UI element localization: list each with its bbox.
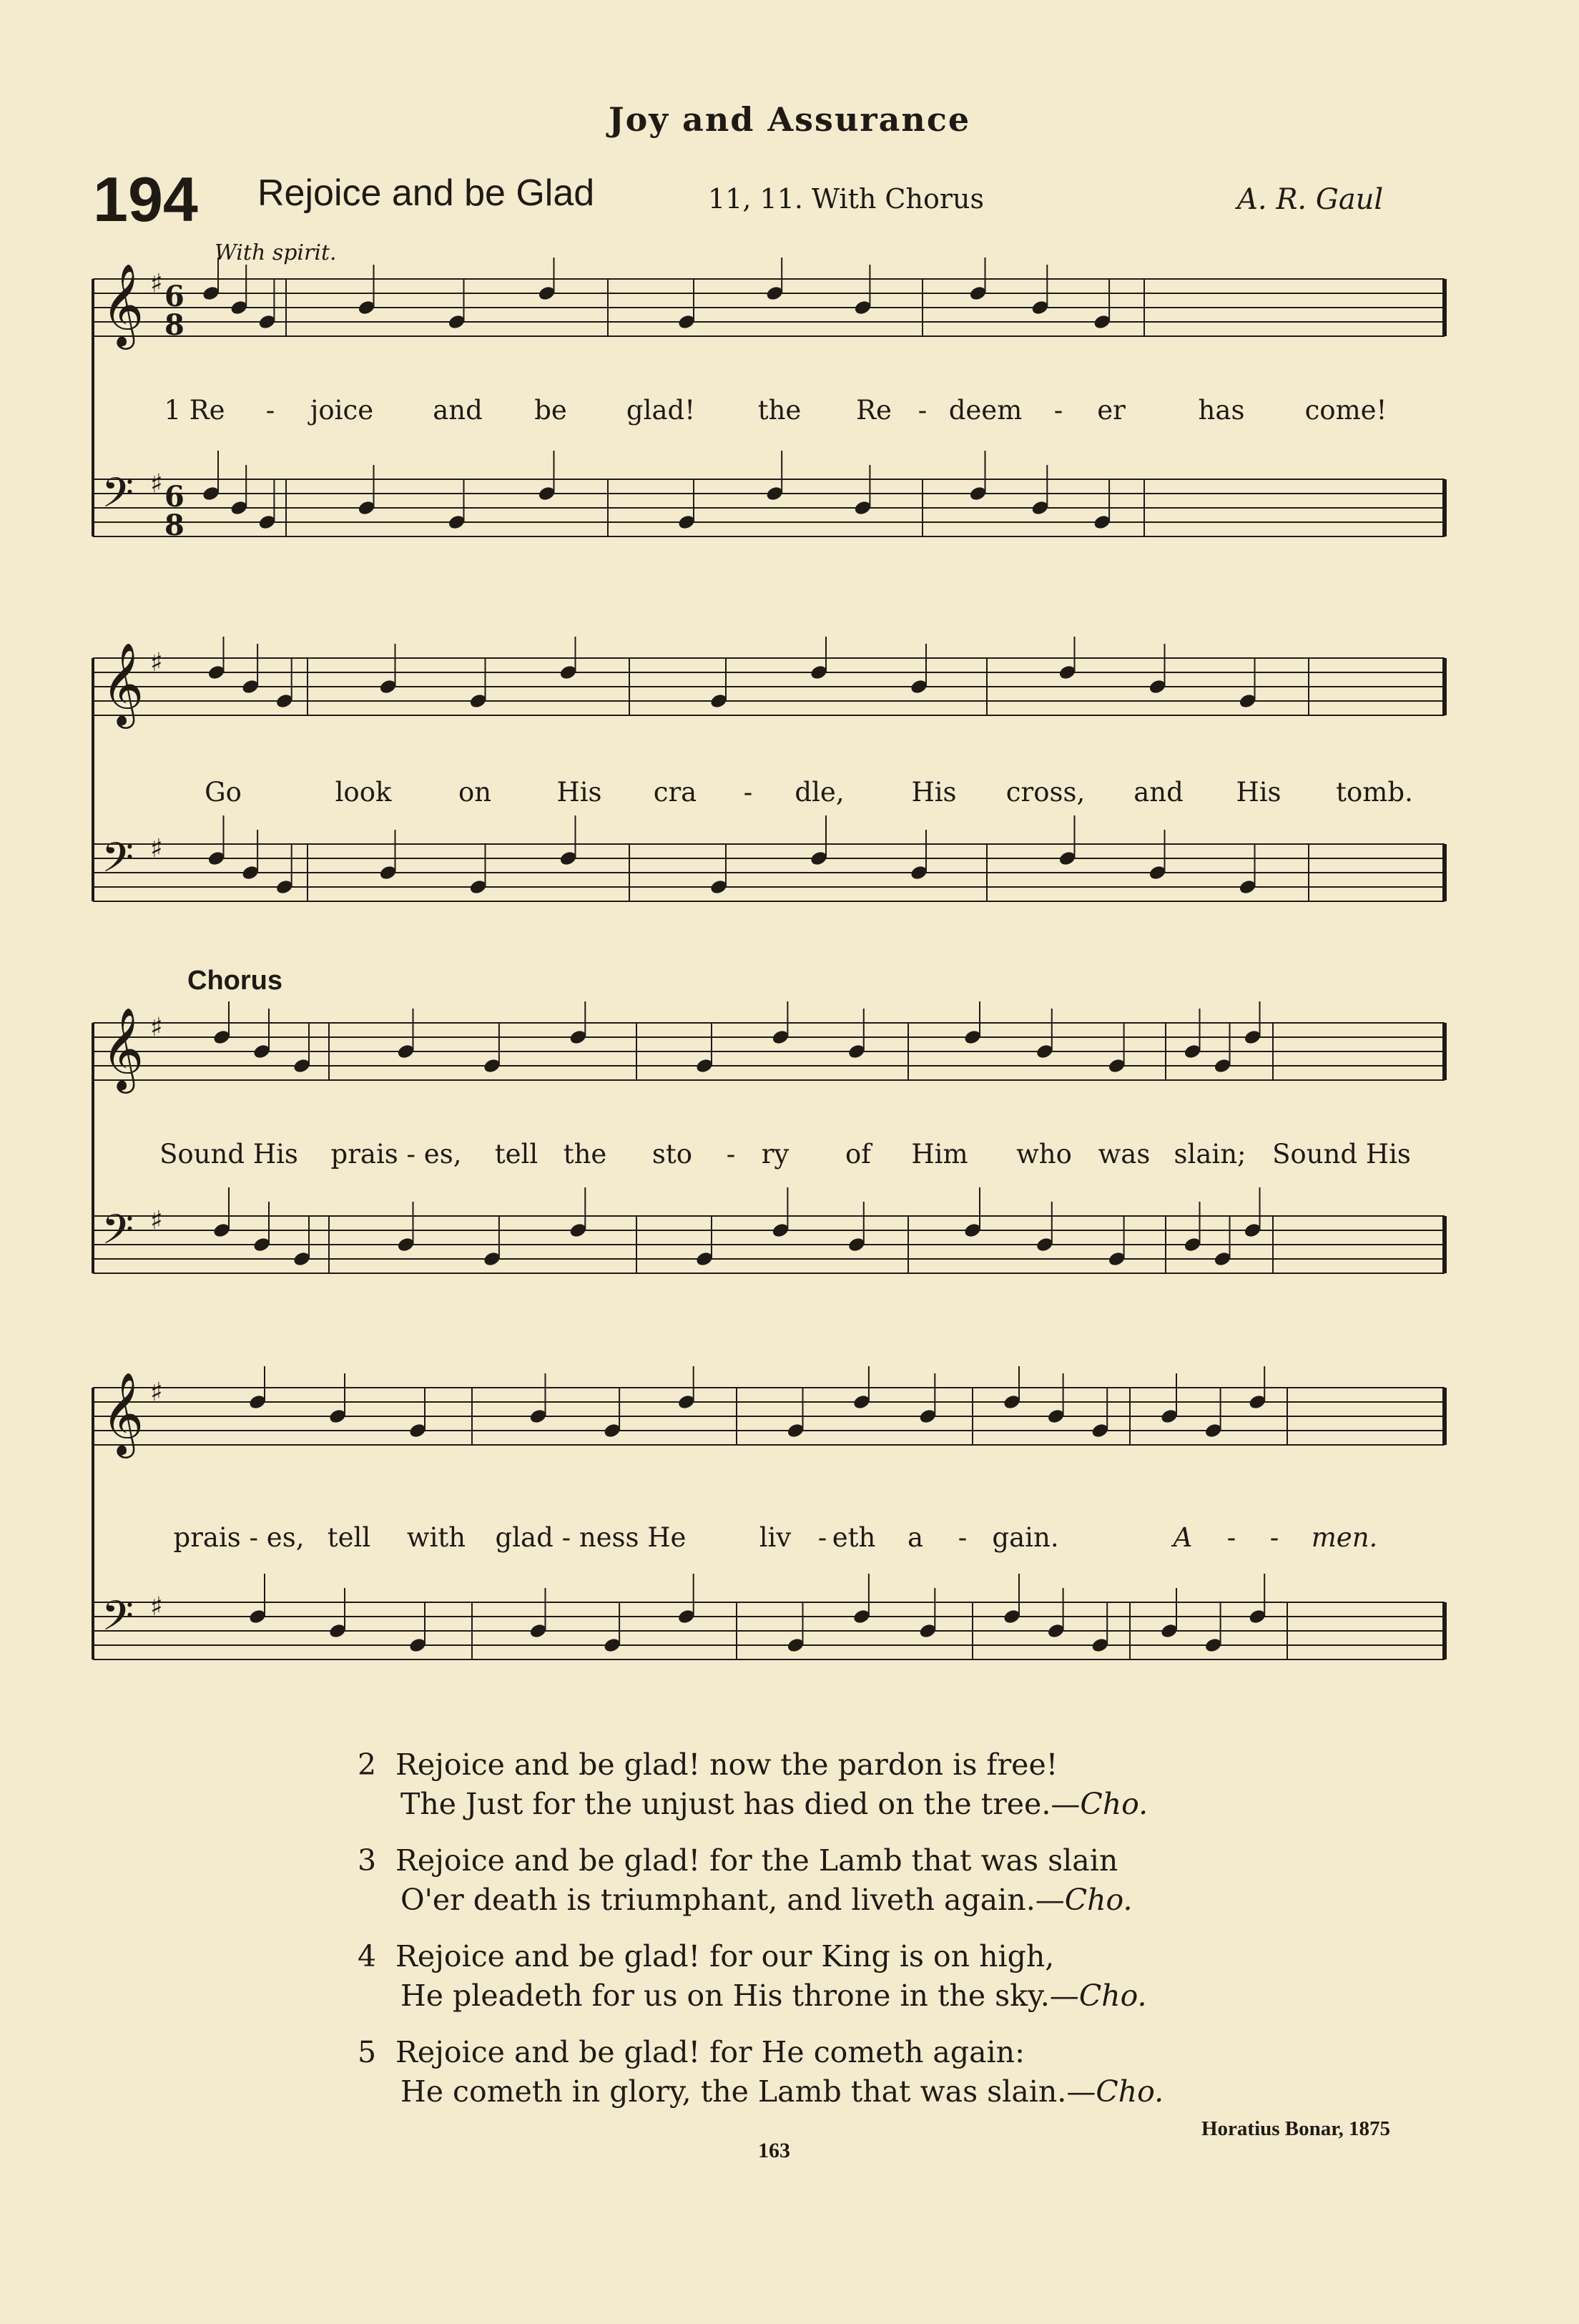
syllable: liv [759, 1522, 792, 1553]
bass-clef-icon: 𝄢 [102, 1592, 134, 1650]
syllable: - [265, 395, 275, 426]
syllable: prais - es, [330, 1139, 462, 1170]
syllable: A [1173, 1522, 1193, 1553]
syllable: has [1198, 395, 1245, 426]
key-sharp-icon: ♯ [150, 1378, 163, 1407]
syllable: gain. [992, 1522, 1059, 1553]
verse-line: Rejoice and be glad! for our King is on high, [395, 1939, 1055, 1974]
verses [358, 1745, 1287, 2129]
bass-clef-icon: 𝄢 [102, 1205, 134, 1264]
lyric-line-4 [0, 1522, 1579, 1558]
syllable: - [1053, 395, 1063, 426]
chorus-ref: Cho. [1078, 1979, 1147, 2013]
syllable: Re [856, 395, 892, 426]
time-signature-icon: 6 [164, 480, 185, 514]
verse-line: O'er death is triumphant, and liveth again.— [400, 1883, 1065, 1917]
bass-clef-icon: 𝄢 [102, 469, 134, 527]
bass-clef-icon: 𝄢 [102, 833, 134, 892]
hymn-meter: 11, 11. With Chorus [708, 183, 984, 215]
syllable: cra [653, 777, 697, 808]
key-sharp-icon: ♯ [150, 648, 163, 677]
syllable: - [958, 1522, 968, 1553]
syllable: glad! [626, 395, 696, 426]
syllable: tell [327, 1522, 371, 1553]
syllable: glad - ness He [495, 1522, 687, 1553]
verse-number: 5 [358, 2035, 377, 2069]
verse-line: Rejoice and be glad! for the Lamb that was slain [395, 1843, 1118, 1878]
syllable: Him [911, 1139, 968, 1170]
hymn-number: 194 [93, 164, 198, 235]
hymn-title: Rejoice and be Glad [257, 172, 595, 214]
syllable: of [845, 1139, 871, 1170]
syllable: dle, [795, 777, 845, 808]
syllable: deem [948, 395, 1023, 426]
key-sharp-icon: ♯ [150, 1592, 163, 1622]
verse-line: Rejoice and be glad! for He cometh again: [395, 2035, 1025, 2069]
syllable: eth [832, 1522, 876, 1553]
syllable: was [1098, 1139, 1151, 1170]
chorus-ref: Cho. [1096, 2074, 1164, 2109]
syllable: er [1097, 395, 1126, 426]
verse-number: 4 [358, 1939, 377, 1974]
syllable: Sound His [159, 1139, 298, 1170]
syllable: slain; [1174, 1139, 1246, 1170]
syllable: His [1236, 777, 1282, 808]
syllable: - [1269, 1522, 1279, 1553]
syllable: and [433, 395, 483, 426]
lyric-line-1 [0, 395, 1579, 431]
verse-number: 3 [358, 1843, 377, 1878]
syllable: and [1133, 777, 1184, 808]
syllable: 1 Re [164, 395, 225, 426]
time-signature-icon: 6 [164, 280, 185, 313]
syllable: be [534, 395, 567, 426]
syllable: on [458, 777, 492, 808]
section-title: Joy and Assurance [608, 100, 971, 139]
key-sharp-icon: ♯ [150, 1206, 163, 1235]
page-number: 163 [758, 2139, 790, 2162]
syllable: the [563, 1139, 607, 1170]
syllable: - [1226, 1522, 1236, 1553]
syllable: - [726, 1139, 736, 1170]
syllable: come! [1304, 395, 1387, 426]
lyric-line-2 [0, 777, 1579, 813]
tempo-marking: With spirit. [215, 240, 337, 265]
syllable: men. [1311, 1522, 1378, 1553]
treble-clef-icon: 𝄞 [102, 1006, 144, 1090]
key-sharp-icon: ♯ [150, 469, 163, 499]
verse-2 [358, 1745, 1287, 1824]
syllable: - [817, 1522, 827, 1553]
lyricist-credit: Horatius Bonar, 1875 [1201, 2117, 1390, 2140]
verse-3 [358, 1841, 1287, 1920]
lyric-line-3 [0, 1139, 1579, 1175]
time-signature-icon: 8 [164, 308, 185, 342]
treble-clef-icon: 𝄞 [102, 1371, 144, 1455]
syllable: prais - es, [173, 1522, 305, 1553]
syllable: cross, [1005, 777, 1086, 808]
syllable: with [406, 1522, 466, 1553]
key-sharp-icon: ♯ [150, 269, 163, 298]
syllable: look [335, 777, 392, 808]
chorus-ref: Cho. [1064, 1883, 1133, 1917]
verse-line: Rejoice and be glad! now the pardon is free! [395, 1747, 1058, 1782]
syllable: His [556, 777, 602, 808]
syllable: the [757, 395, 802, 426]
syllable: tell [494, 1139, 538, 1170]
key-sharp-icon: ♯ [150, 834, 163, 863]
syllable: Go [205, 777, 242, 808]
syllable: - [918, 395, 928, 426]
verse-line: The Just for the unjust has died on the tree.— [400, 1787, 1081, 1821]
chorus-label: Chorus [187, 966, 282, 996]
verse-number: 2 [358, 1747, 377, 1782]
treble-clef-icon: 𝄞 [102, 263, 144, 346]
verse-line: He cometh in glory, the Lamb that was slain.— [400, 2074, 1096, 2109]
verse-5 [358, 2033, 1287, 2112]
syllable: Sound His [1272, 1139, 1411, 1170]
hymn-composer: A. R. Gaul [1237, 183, 1384, 216]
syllable: ry [761, 1139, 790, 1170]
verse-4 [358, 1937, 1287, 2016]
treble-clef-icon: 𝄞 [102, 642, 144, 725]
syllable: a [907, 1522, 924, 1553]
syllable: - [743, 777, 753, 808]
verse-line: He pleadeth for us on His throne in the sky.— [400, 1979, 1079, 2013]
syllable: joice [310, 395, 374, 426]
time-signature-icon: 8 [164, 509, 185, 542]
chorus-ref: Cho. [1080, 1787, 1148, 1821]
syllable: His [911, 777, 957, 808]
syllable: sto [651, 1139, 693, 1170]
key-sharp-icon: ♯ [150, 1013, 163, 1042]
syllable: tomb. [1336, 777, 1413, 808]
syllable: who [1016, 1139, 1072, 1170]
